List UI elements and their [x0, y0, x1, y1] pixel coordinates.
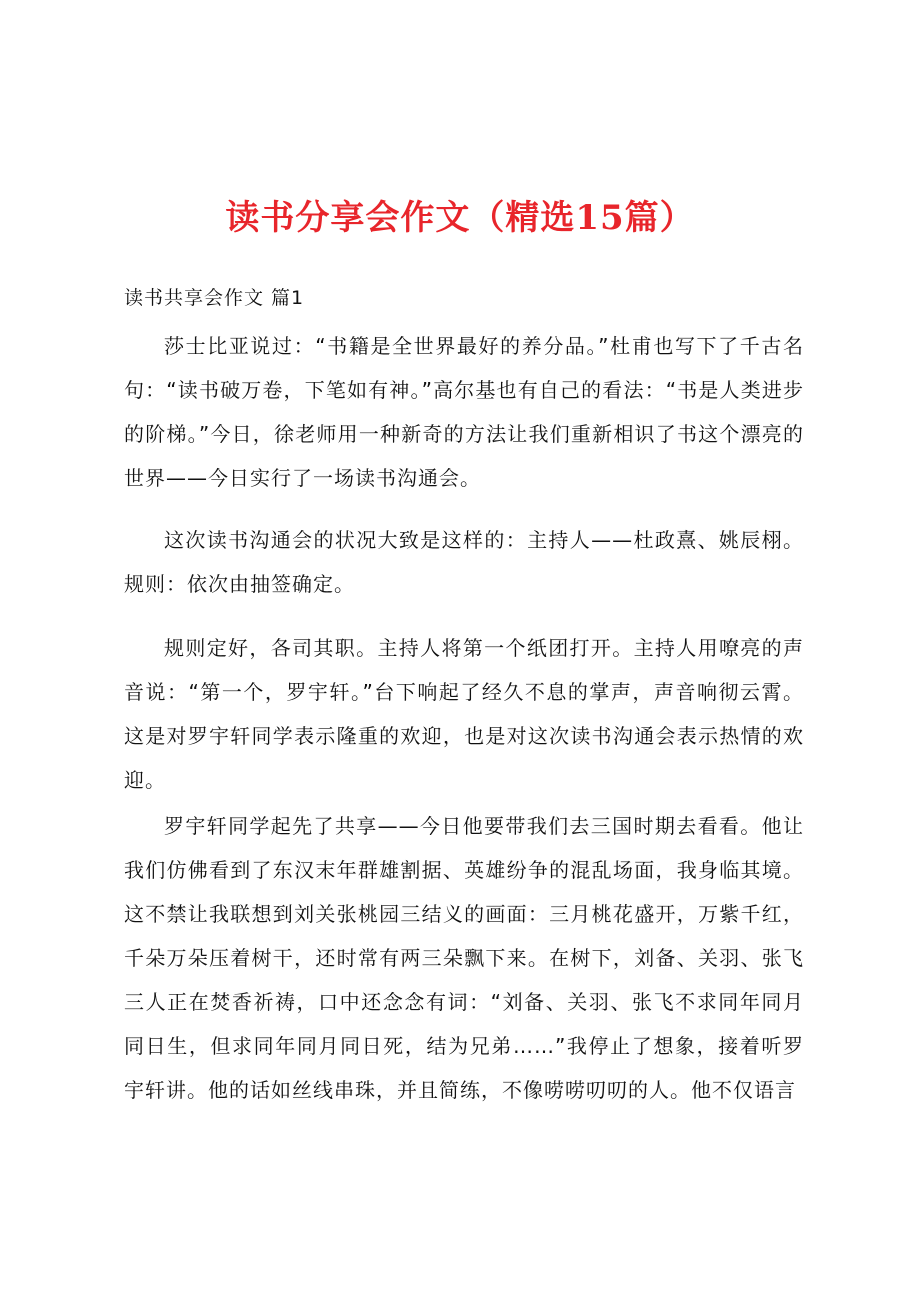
document-title: 读书分享会作文（精选15篇） [225, 198, 695, 238]
paragraph-4: 罗宇轩同学起先了共享——今日他要带我们去三国时期去看看。他让我们仿佛看到了东汉末年群雄割据、英雄纷争的混乱场面，我身临其境。这不禁让我联想到刘关张桃园三结义的画面：三月桃花盛开，万紫千红，千朵万朵压着树干，还时常有两三朵飘下来。在树下，刘备、关羽、张飞三人正在焚香祈祷，口中还念念有词：“刘备、关羽、张飞不求同年同月同日生，但求同年同月同日死，结为兄弟……”我停止了想象，接着听罗宇轩讲。他的话如丝线串珠，并且简练，不像唠唠叨叨的人。他不仅语言 [124, 814, 804, 1102]
section-heading: 读书共享会作文 篇1 [124, 287, 305, 309]
paragraph-2: 这次读书沟通会的状况大致是这样的：主持人——杜政熹、姚辰栩。规则：依次由抽签确定。 [124, 528, 804, 596]
paragraph-3: 规则定好，各司其职。主持人将第一个纸团打开。主持人用嘹亮的声音说：“第一个，罗宇轩。”台下响起了经久不息的掌声，声音响彻云霄。这是对罗宇轩同学表示隆重的欢迎，也是对这次读书沟通会表示热情的欢迎。 [124, 636, 804, 792]
paragraph-1: 莎士比亚说过：“书籍是全世界最好的养分品。”杜甫也写下了千古名句：“读书破万卷，下笔如有神。”高尔基也有自己的看法：“书是人类进步的阶梯。”今日，徐老师用一种新奇的方法让我们重新相识了书这个漂亮的世界——今日实行了一场读书沟通会。 [124, 334, 804, 490]
